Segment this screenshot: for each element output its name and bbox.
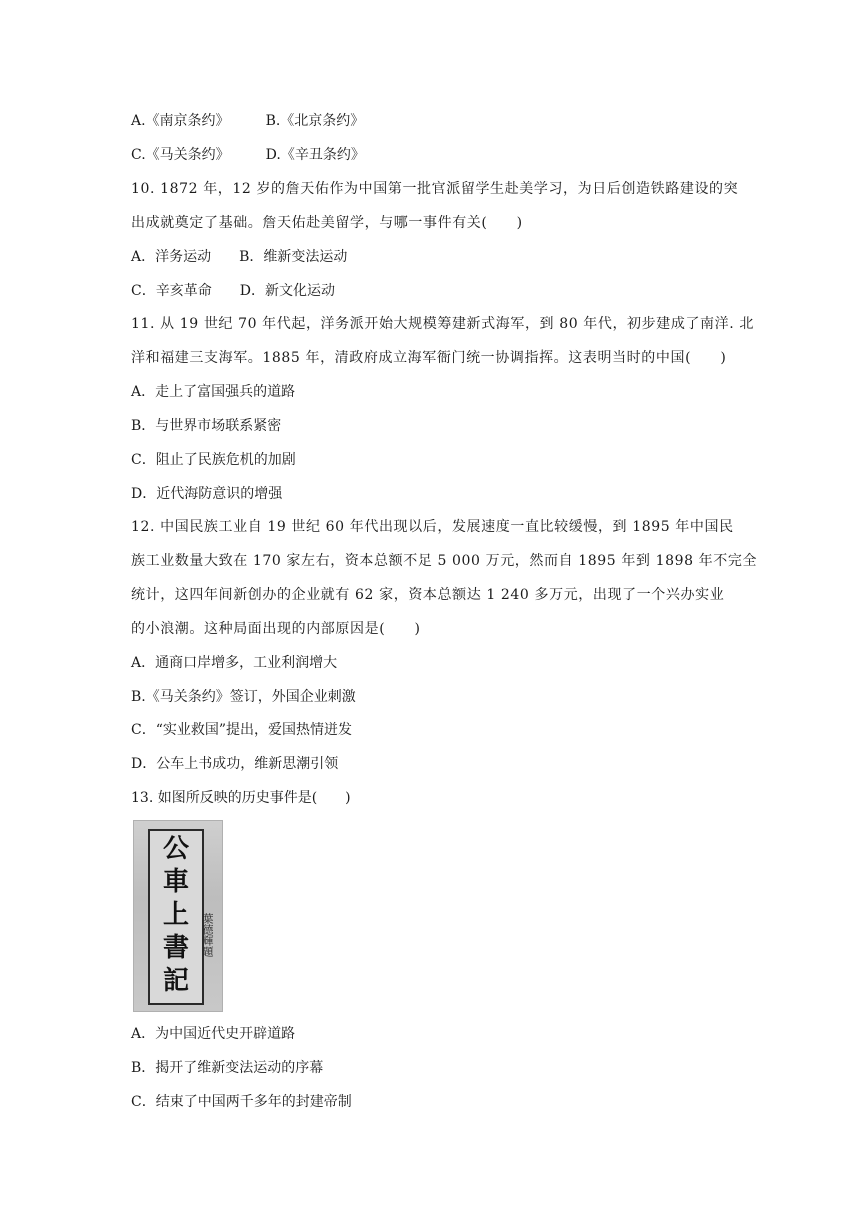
q12-stem-line-4: 的小浪潮。这种局面出现的内部原因是( ) [131, 621, 421, 637]
q10-option-d: D．新文化运动 [239, 283, 335, 299]
q11-option-c: C．阻止了民族危机的加剧 [131, 452, 296, 468]
q12-option-b: B.《马关条约》签订，外国企业刺激 [131, 689, 356, 705]
q10-stem-line-2: 出成就奠定了基础。詹天佑赴美留学，与哪一事件有关( ) [131, 215, 523, 231]
q12-stem-line-2: 族工业数量大致在 170 家左右，资本总额不足 5 000 万元，然而自 1895 年到 1898 年不完全 [131, 553, 758, 569]
q12-stem-line-3: 统计，这四年间新创办的企业就有 62 家，资本总额达 1 240 多万元，出现了一个兴办实业 [131, 587, 725, 603]
q9-options-row-2 [131, 145, 365, 165]
q10-option-a: A．洋务运动 [131, 249, 212, 265]
q9-option-c: C.《马关条约》 [131, 147, 230, 163]
q9-option-b: B.《北京条约》 [265, 113, 365, 129]
q12-option-a: A．通商口岸增多，工业利润增大 [131, 655, 338, 671]
q11-option-d: D．近代海防意识的增强 [131, 486, 283, 502]
q9-options-row-1 [131, 111, 364, 131]
gongche-shangshu-image [133, 820, 223, 1012]
q12-option-c: C．“实业救国”提出，爱国热情迸发 [131, 722, 353, 738]
q10-stem-line-1: 10. 1872 年，12 岁的詹天佑作为中国第一批官派留学生赴美学习，为日后创造铁路建设的突 [131, 181, 739, 197]
q11-stem-line-1: 11. 从 19 世纪 70 年代起，洋务派开始大规模筹建新式海军，到 80 年代，初步建成了南洋. 北 [131, 316, 754, 332]
q12-option-d: D．公车上书成功，维新思潮引领 [131, 756, 339, 772]
q9-option-d: D.《辛丑条约》 [265, 147, 365, 163]
q10-options-row-2 [131, 281, 335, 301]
q12-stem-line-1: 12. 中国民族工业自 19 世纪 60 年代出现以后，发展速度一直比较缓慢，到 1895 年中国民 [131, 519, 734, 535]
q11-stem-line-2: 洋和福建三支海军。1885 年，清政府成立海军衙门统一协调指挥。这表明当时的中国( ) [131, 350, 727, 366]
book-title-text: 公車上書記 [162, 834, 189, 996]
q13-option-a: A．为中国近代史开辟道路 [131, 1026, 296, 1042]
q11-option-a: A．走上了富国强兵的道路 [131, 384, 296, 400]
book-title-label [148, 829, 204, 1005]
q13-option-c: C．结束了中国两千多年的封建帝制 [131, 1094, 352, 1110]
q10-options-row-1 [131, 247, 347, 267]
q11-option-b: B．与世界市场联系紧密 [131, 418, 282, 434]
q10-option-c: C．辛亥革命 [131, 283, 212, 299]
q13-option-b: B．揭开了维新变法运动的序幕 [131, 1060, 324, 1076]
q9-option-a: A.《南京条约》 [131, 113, 230, 129]
book-side-inscription: 葉德輝題 [201, 913, 214, 957]
q10-option-b: B．维新变法运动 [239, 249, 348, 265]
q13-stem: 13. 如图所反映的历史事件是( ) [131, 790, 351, 806]
